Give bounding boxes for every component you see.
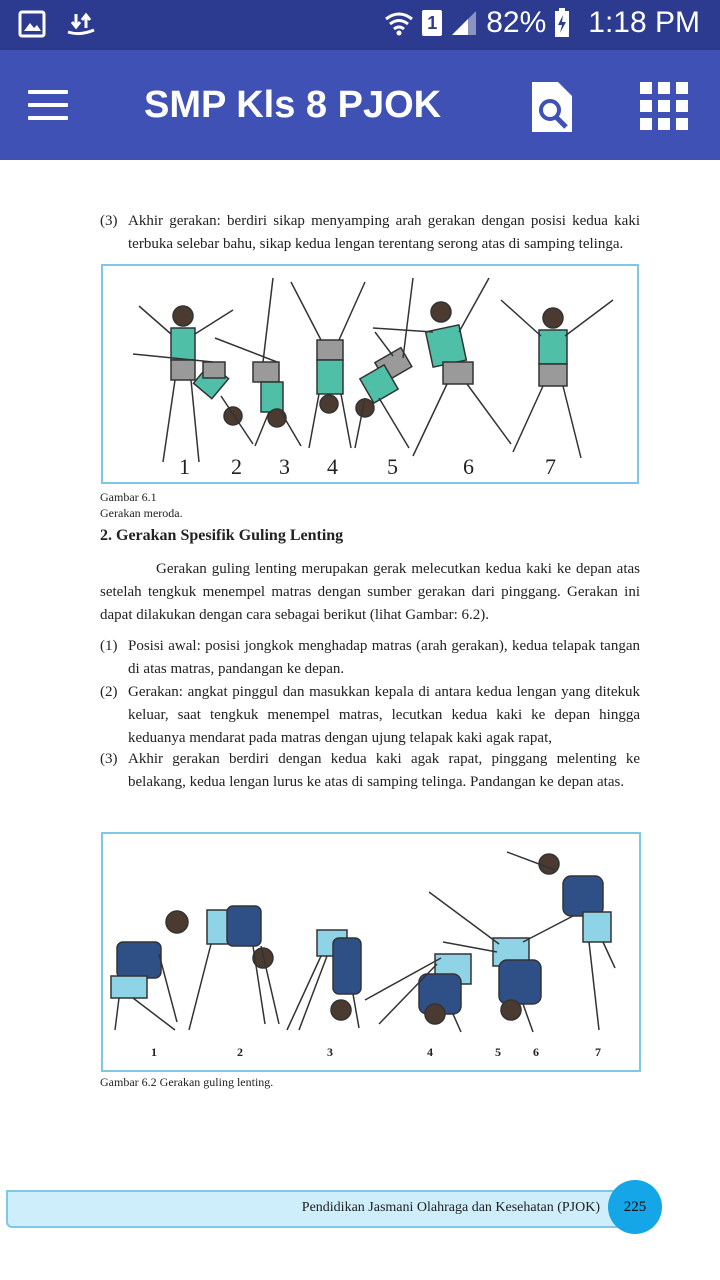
menu-button[interactable] xyxy=(28,90,68,120)
figure2-label: 3 xyxy=(327,1045,333,1059)
app-bar xyxy=(0,50,720,160)
step-item xyxy=(100,748,640,794)
battery-charging-icon xyxy=(554,8,570,38)
search-document-button[interactable] xyxy=(528,80,576,134)
step-number: (1) xyxy=(100,638,118,654)
search-document-icon xyxy=(528,80,576,134)
step-text: Gerakan: angkat pinggul dan masukkan kepala di antara kedua lengan yang ditekuk keluar, saat tengkuk menempel matras, lecutkan kedua kaki ke depan hingga keduanya mendarat pada matras dengan ujung telapak kaki agak rapat, xyxy=(128,684,640,746)
step-text: Akhir gerakan berdiri dengan kedua kaki agak rapat, pinggang melenting ke belakang, kedua lengan lurus ke atas di samping telinga. Pandangan ke depan atas. xyxy=(128,751,640,790)
step-number: (2) xyxy=(100,684,118,700)
figure1-label: 2 xyxy=(231,454,242,479)
step-text: Akhir gerakan: berdiri sikap menyamping arah gerakan dengan posisi kedua kaki terbuka selebar bahu, sikap kedua lengan terentang serong atas di samping telinga. xyxy=(128,213,640,252)
page-footer xyxy=(6,1190,622,1228)
figure-person xyxy=(501,300,613,458)
step-item xyxy=(100,635,640,681)
figure1-caption-title: Gerakan meroda. xyxy=(100,506,183,520)
figure1-step-labels xyxy=(179,454,556,479)
figure2-label: 2 xyxy=(237,1045,243,1059)
figure2-caption: Gambar 6.2 Gerakan guling lenting. xyxy=(100,1075,274,1089)
step-number: (3) xyxy=(100,213,118,229)
page-number-badge: 225 xyxy=(608,1180,662,1234)
figure2-label: 6 xyxy=(533,1045,539,1059)
intro-paragraph: Gerakan guling lenting merupakan gerak melecutkan kedua kaki ke depan atas setelah tengkuk menempel matras dengan sumber gerakan dari pinggang. Gerakan ini dapat dilakukan dengan cara sebagai berikut (lihat Gambar: 6.2). xyxy=(100,561,640,623)
figure1-label: 5 xyxy=(387,454,398,479)
apps-grid-button[interactable] xyxy=(640,82,688,130)
figure-person xyxy=(111,911,188,1030)
handspring-illustration xyxy=(103,834,639,1070)
figure1-caption-number: Gambar 6.1 xyxy=(100,490,157,504)
sim-badge: 1 xyxy=(422,10,442,36)
figure-cartwheel xyxy=(101,264,639,484)
signal-icon xyxy=(450,9,478,37)
figure1-label: 3 xyxy=(279,454,290,479)
figure2-label: 7 xyxy=(595,1045,601,1059)
figure-handspring xyxy=(101,832,641,1072)
hamburger-icon xyxy=(28,90,68,94)
figure-person xyxy=(291,282,365,448)
figure1-label: 7 xyxy=(545,454,556,479)
wifi-icon xyxy=(384,9,414,37)
step-item xyxy=(100,681,640,750)
figure2-label: 1 xyxy=(151,1045,157,1059)
figure2-step-labels xyxy=(151,1045,601,1059)
figure-person xyxy=(365,954,471,1032)
section-heading: 2. Gerakan Spesifik Guling Lenting xyxy=(100,527,344,544)
clock: 1:18 PM xyxy=(588,6,700,39)
figure1-label: 6 xyxy=(463,454,474,479)
cartwheel-illustration xyxy=(103,266,637,482)
figure-person xyxy=(355,278,413,448)
status-bar xyxy=(0,0,720,50)
figure-person xyxy=(189,906,279,1030)
step-number: (3) xyxy=(100,751,118,767)
battery-percent: 82% xyxy=(486,6,547,39)
figure1-label: 4 xyxy=(327,454,338,479)
figure2-label: 4 xyxy=(427,1045,433,1059)
app-title: SMP Kls 8 PJOK xyxy=(144,84,442,126)
step-text: Posisi awal: posisi jongkok menghadap matras (arah gerakan), kedua telapak tangan di atas matras, pandangan ke depan. xyxy=(128,638,640,677)
figure1-label: 1 xyxy=(179,454,190,479)
book-title: Pendidikan Jasmani Olahraga dan Kesehatan (PJOK) xyxy=(301,1200,600,1215)
step-item-top xyxy=(100,210,640,256)
figure2-label: 5 xyxy=(495,1045,501,1059)
book-page xyxy=(0,160,720,1280)
figure-person xyxy=(287,930,361,1030)
gallery-icon xyxy=(18,10,46,38)
download-upload-icon xyxy=(64,10,98,38)
grid-icon xyxy=(640,82,652,94)
